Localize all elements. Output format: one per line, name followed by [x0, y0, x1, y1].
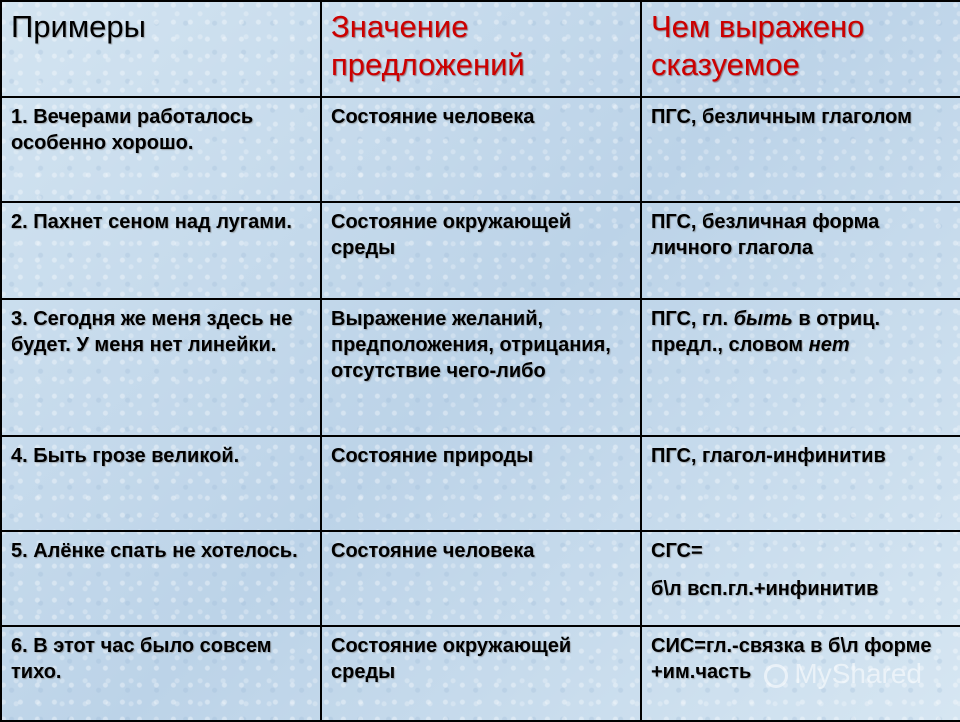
predicate-cell: ПГС, глагол-инфинитив — [641, 436, 960, 531]
header-predicate: Чем выражено сказуемое — [641, 1, 960, 97]
table-row — [1, 299, 960, 436]
table-row — [1, 436, 960, 531]
meaning-cell: Состояние природы — [321, 436, 641, 531]
meaning-cell: Состояние окружающей среды — [321, 202, 641, 299]
predicate-line: б\л всп.гл.+инфинитив — [651, 578, 879, 600]
predicate-emphasis: нет — [808, 334, 850, 356]
predicate-emphasis: быть — [733, 308, 793, 330]
predicate-cell: СИС=гл.-связка в б\л форме +им.часть — [641, 626, 960, 721]
meaning-cell: Состояние человека — [321, 97, 641, 202]
predicate-cell: ПГС, безличная форма личного глагола — [641, 202, 960, 299]
table-row — [1, 97, 960, 202]
example-cell: 3. Сегодня же меня здесь не будет. У меня нет линейки. — [1, 299, 321, 436]
table-row — [1, 626, 960, 721]
predicate-cell: ПГС, безличным глаголом — [641, 97, 960, 202]
predicate-text: в отриц. предл., словом — [651, 308, 881, 356]
predicate-cell — [641, 299, 960, 436]
table-row — [1, 202, 960, 299]
predicate-text: ПГС, гл. — [651, 308, 734, 330]
example-cell: 2. Пахнет сеном над лугами. — [1, 202, 321, 299]
meaning-cell: Состояние окружающей среды — [321, 626, 641, 721]
predicate-cell — [641, 531, 960, 626]
example-cell: 4. Быть грозе великой. — [1, 436, 321, 531]
predicate-line: СГС= — [651, 540, 703, 562]
table-row — [1, 531, 960, 626]
meaning-cell: Состояние человека — [321, 531, 641, 626]
watermark-text: MyShared — [794, 658, 922, 689]
header-examples: Примеры — [1, 1, 321, 97]
example-cell: 5. Алёнке спать не хотелось. — [1, 531, 321, 626]
example-cell: 6. В этот час было совсем тихо. — [1, 626, 321, 721]
example-cell: 1. Вечерами работалось особенно хорошо. — [1, 97, 321, 202]
header-row — [1, 1, 960, 97]
meaning-cell: Выражение желаний, предположения, отрицания, отсутствие чего-либо — [321, 299, 641, 436]
header-meaning: Значение предложений — [321, 1, 641, 97]
